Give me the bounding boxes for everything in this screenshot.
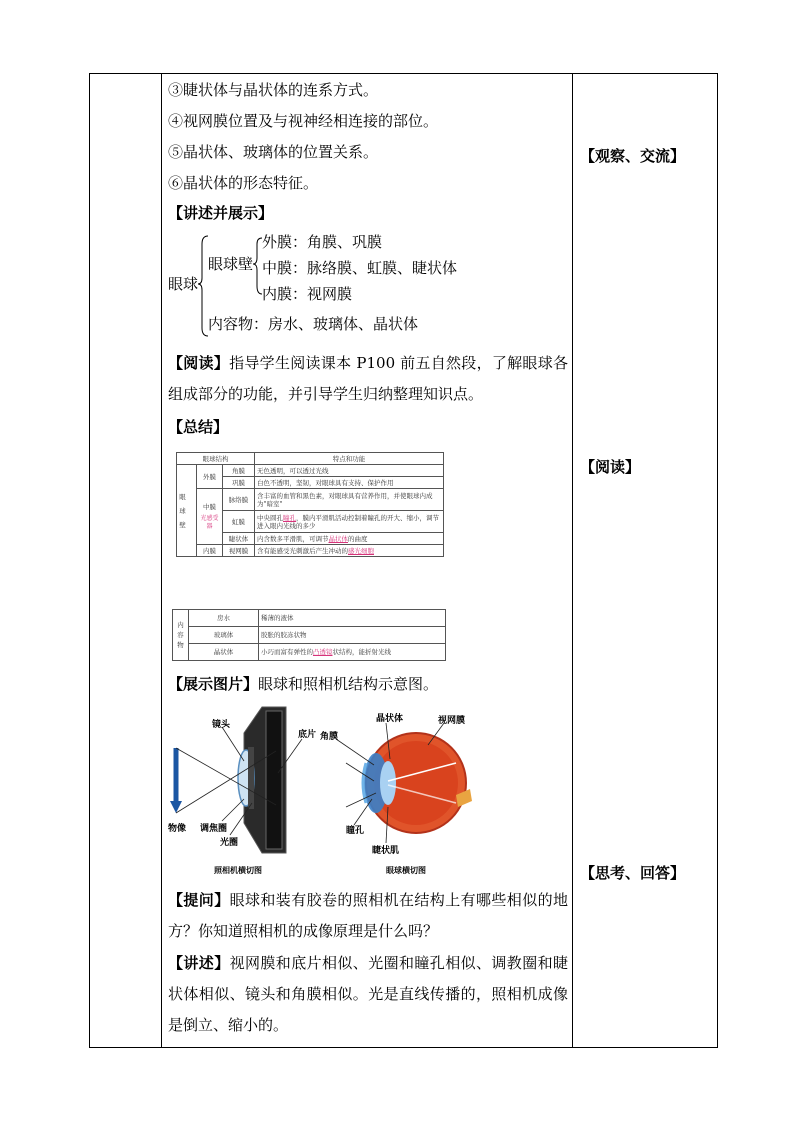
- row-desc: 内含数多平滑肌，可调节晶状体的曲度: [255, 533, 444, 545]
- camera-label-focus: 调焦圈: [200, 823, 228, 833]
- inner-label: 内膜: [197, 545, 223, 557]
- eyeball-structure-diagram: [168, 234, 570, 338]
- camera-label-lens: 镜头: [212, 719, 231, 729]
- column-divider-2: [572, 74, 573, 1047]
- diagram-inner: 内膜：视网膜: [262, 285, 353, 303]
- diagram-middle: 中膜：脉络膜、虹膜、睫状体: [262, 259, 458, 277]
- summary-table-wall: [176, 452, 444, 557]
- header-function: 特点和功能: [255, 453, 444, 465]
- row-part: 虹膜: [223, 511, 255, 533]
- image-heading: [168, 673, 438, 695]
- row-desc: 含丰富的血管和黑色素，对眼球具有营养作用，并使眼球内成为"暗室": [255, 489, 444, 511]
- outer-label: 外膜: [197, 465, 223, 489]
- item-6: ⑥晶状体的形态特征。: [168, 174, 319, 192]
- column-divider-1: [161, 74, 162, 1047]
- middle-label-cell: [197, 489, 223, 545]
- camera-label-film: 底片: [298, 729, 317, 739]
- eye-label-cornea: 角膜: [320, 731, 339, 741]
- lecture-tag: 【讲述】: [168, 954, 230, 972]
- camera-eye-illustration: [166, 703, 478, 881]
- camera-caption: 照相机横切图: [214, 866, 262, 875]
- row-desc: 中央圆孔瞳孔，膜内平滑肌活动控制着瞳孔的开大、缩小，调节进入眼内光线的多少: [255, 511, 444, 533]
- row-part: 脉络膜: [223, 489, 255, 511]
- row-part: 巩膜: [223, 477, 255, 489]
- row-part: 视网膜: [223, 545, 255, 557]
- diagram-outer: 外膜：角膜、巩膜: [262, 233, 383, 251]
- eye-caption: 眼球横切图: [386, 866, 426, 875]
- header-structure: 眼球结构: [177, 453, 255, 465]
- row-desc: 无色透明，可以透过光线: [255, 465, 444, 477]
- camera-label-aperture: 光圈: [220, 837, 239, 847]
- explain-heading: 【讲述并展示】: [168, 204, 274, 222]
- eye-label-crystalline: 晶状体: [376, 713, 404, 723]
- diagram-root: 眼球: [168, 275, 199, 293]
- reading-paragraph: [168, 348, 568, 410]
- row-desc: 含有能感受光刺激后产生冲动的感光细胞: [255, 545, 444, 557]
- contents-part: 房水: [189, 610, 259, 627]
- lecture-text: 视网膜和底片相似、光圈和瞳孔相似、调教圈和睫状体相似、镜头和角膜相似。光是直线传播的，照相机成像是倒立、缩小的。: [168, 954, 568, 1034]
- camera-cross-section: [170, 707, 302, 853]
- eye-label-ciliary: 睫状肌: [372, 845, 400, 855]
- side-think: 【思考、回答】: [580, 864, 686, 882]
- camera-label-object: 物像: [168, 823, 187, 833]
- contents-desc: 胶胀的胶冻状物: [259, 627, 446, 644]
- eye-label-pupil: 瞳孔: [346, 825, 365, 835]
- summary-heading: 【总结】: [168, 418, 229, 436]
- summary-table-contents: [172, 609, 446, 661]
- contents-desc: 小巧而富有弹性的凸透镜状结构，能折射光线: [259, 644, 446, 661]
- reading-text: 指导学生阅读课本 P100 前五自然段，了解眼球各组成部分的功能，并引导学生归纳整理知识点。: [168, 354, 568, 403]
- wall-label: 眼球壁: [177, 465, 197, 557]
- row-desc: 白色不透明，坚韧，对眼球具有支持、保护作用: [255, 477, 444, 489]
- row-part: 睫状体: [223, 533, 255, 545]
- diagram-contents: 内容物：房水、玻璃体、晶状体: [208, 315, 419, 333]
- question-text: 眼球和装有胶卷的照相机在结构上有哪些相似的地方？你知道照相机的成像原理是什么吗？: [168, 891, 568, 940]
- row-part: 角膜: [223, 465, 255, 477]
- lecture-paragraph: [168, 948, 568, 1041]
- image-text: 眼球和照相机结构示意图。: [258, 675, 439, 693]
- eye-label-retina: 视网膜: [438, 715, 466, 725]
- question-tag: 【提问】: [168, 891, 230, 909]
- item-3: ③睫状体与晶状体的连系方式。: [168, 81, 379, 99]
- contents-part: 晶状体: [189, 644, 259, 661]
- middle-label: 中膜: [203, 502, 216, 511]
- question-paragraph: [168, 885, 568, 947]
- side-observe: 【观察、交流】: [580, 147, 686, 165]
- diagram-wall: 眼球壁: [208, 255, 254, 273]
- image-tag: 【展示图片】: [168, 675, 259, 693]
- contents-desc: 稀薄的液体: [259, 610, 446, 627]
- contents-label: 内容物: [173, 610, 189, 661]
- contents-part: 玻璃体: [189, 627, 259, 644]
- handwritten-note: 光感受器: [200, 514, 219, 530]
- reading-tag: 【阅读】: [168, 354, 230, 372]
- side-read: 【阅读】: [580, 458, 641, 476]
- item-5: ⑤晶状体、玻璃体的位置关系。: [168, 143, 379, 161]
- item-4: ④视网膜位置及与视神经相连接的部位。: [168, 112, 439, 130]
